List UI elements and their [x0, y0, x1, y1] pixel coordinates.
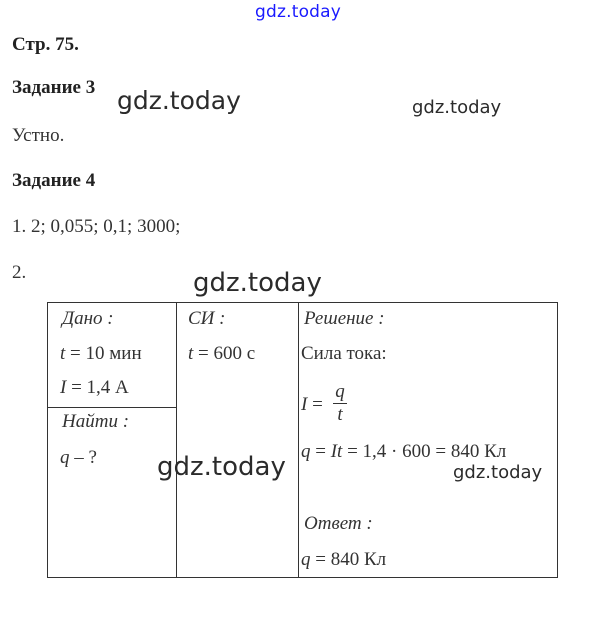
- solution-header: Решение :: [304, 308, 385, 329]
- table-divider: [298, 303, 299, 577]
- table-divider: [48, 407, 176, 408]
- solution-line1: Сила тока:: [301, 343, 387, 364]
- watermark: gdz.today: [412, 97, 502, 118]
- si-line1: t = 600 с: [188, 343, 256, 364]
- watermark: gdz.today: [193, 268, 322, 298]
- watermark: gdz.today: [117, 86, 241, 115]
- page-title: Стр. 75.: [12, 34, 79, 55]
- given-line2: I = 1,4 А: [60, 377, 129, 398]
- task3-text: Устно.: [12, 125, 65, 146]
- watermark: gdz.today: [157, 452, 286, 482]
- watermark-top: gdz.today: [255, 2, 342, 22]
- given-header: Дано :: [62, 308, 114, 329]
- table-divider: [176, 303, 177, 577]
- given-line1: t = 10 мин: [60, 343, 142, 364]
- si-header: СИ :: [188, 308, 226, 329]
- formula-lhs: I =: [301, 394, 323, 415]
- answer-header: Ответ :: [304, 513, 373, 534]
- task3-heading: Задание 3: [12, 77, 96, 98]
- find-line: q – ?: [60, 447, 97, 468]
- task4-item1: 1. 2; 0,055; 0,1; 3000;: [12, 216, 181, 237]
- formula-fraction: q t: [333, 382, 347, 425]
- solution-table: [47, 302, 558, 578]
- solution-calc: q = It = 1,4 · 600 = 840 Кл: [301, 441, 507, 462]
- task4-item2: 2.: [12, 262, 27, 283]
- watermark: gdz.today: [453, 462, 543, 483]
- find-header: Найти :: [62, 411, 130, 432]
- task4-heading: Задание 4: [12, 170, 96, 191]
- answer-line: q = 840 Кл: [301, 549, 387, 570]
